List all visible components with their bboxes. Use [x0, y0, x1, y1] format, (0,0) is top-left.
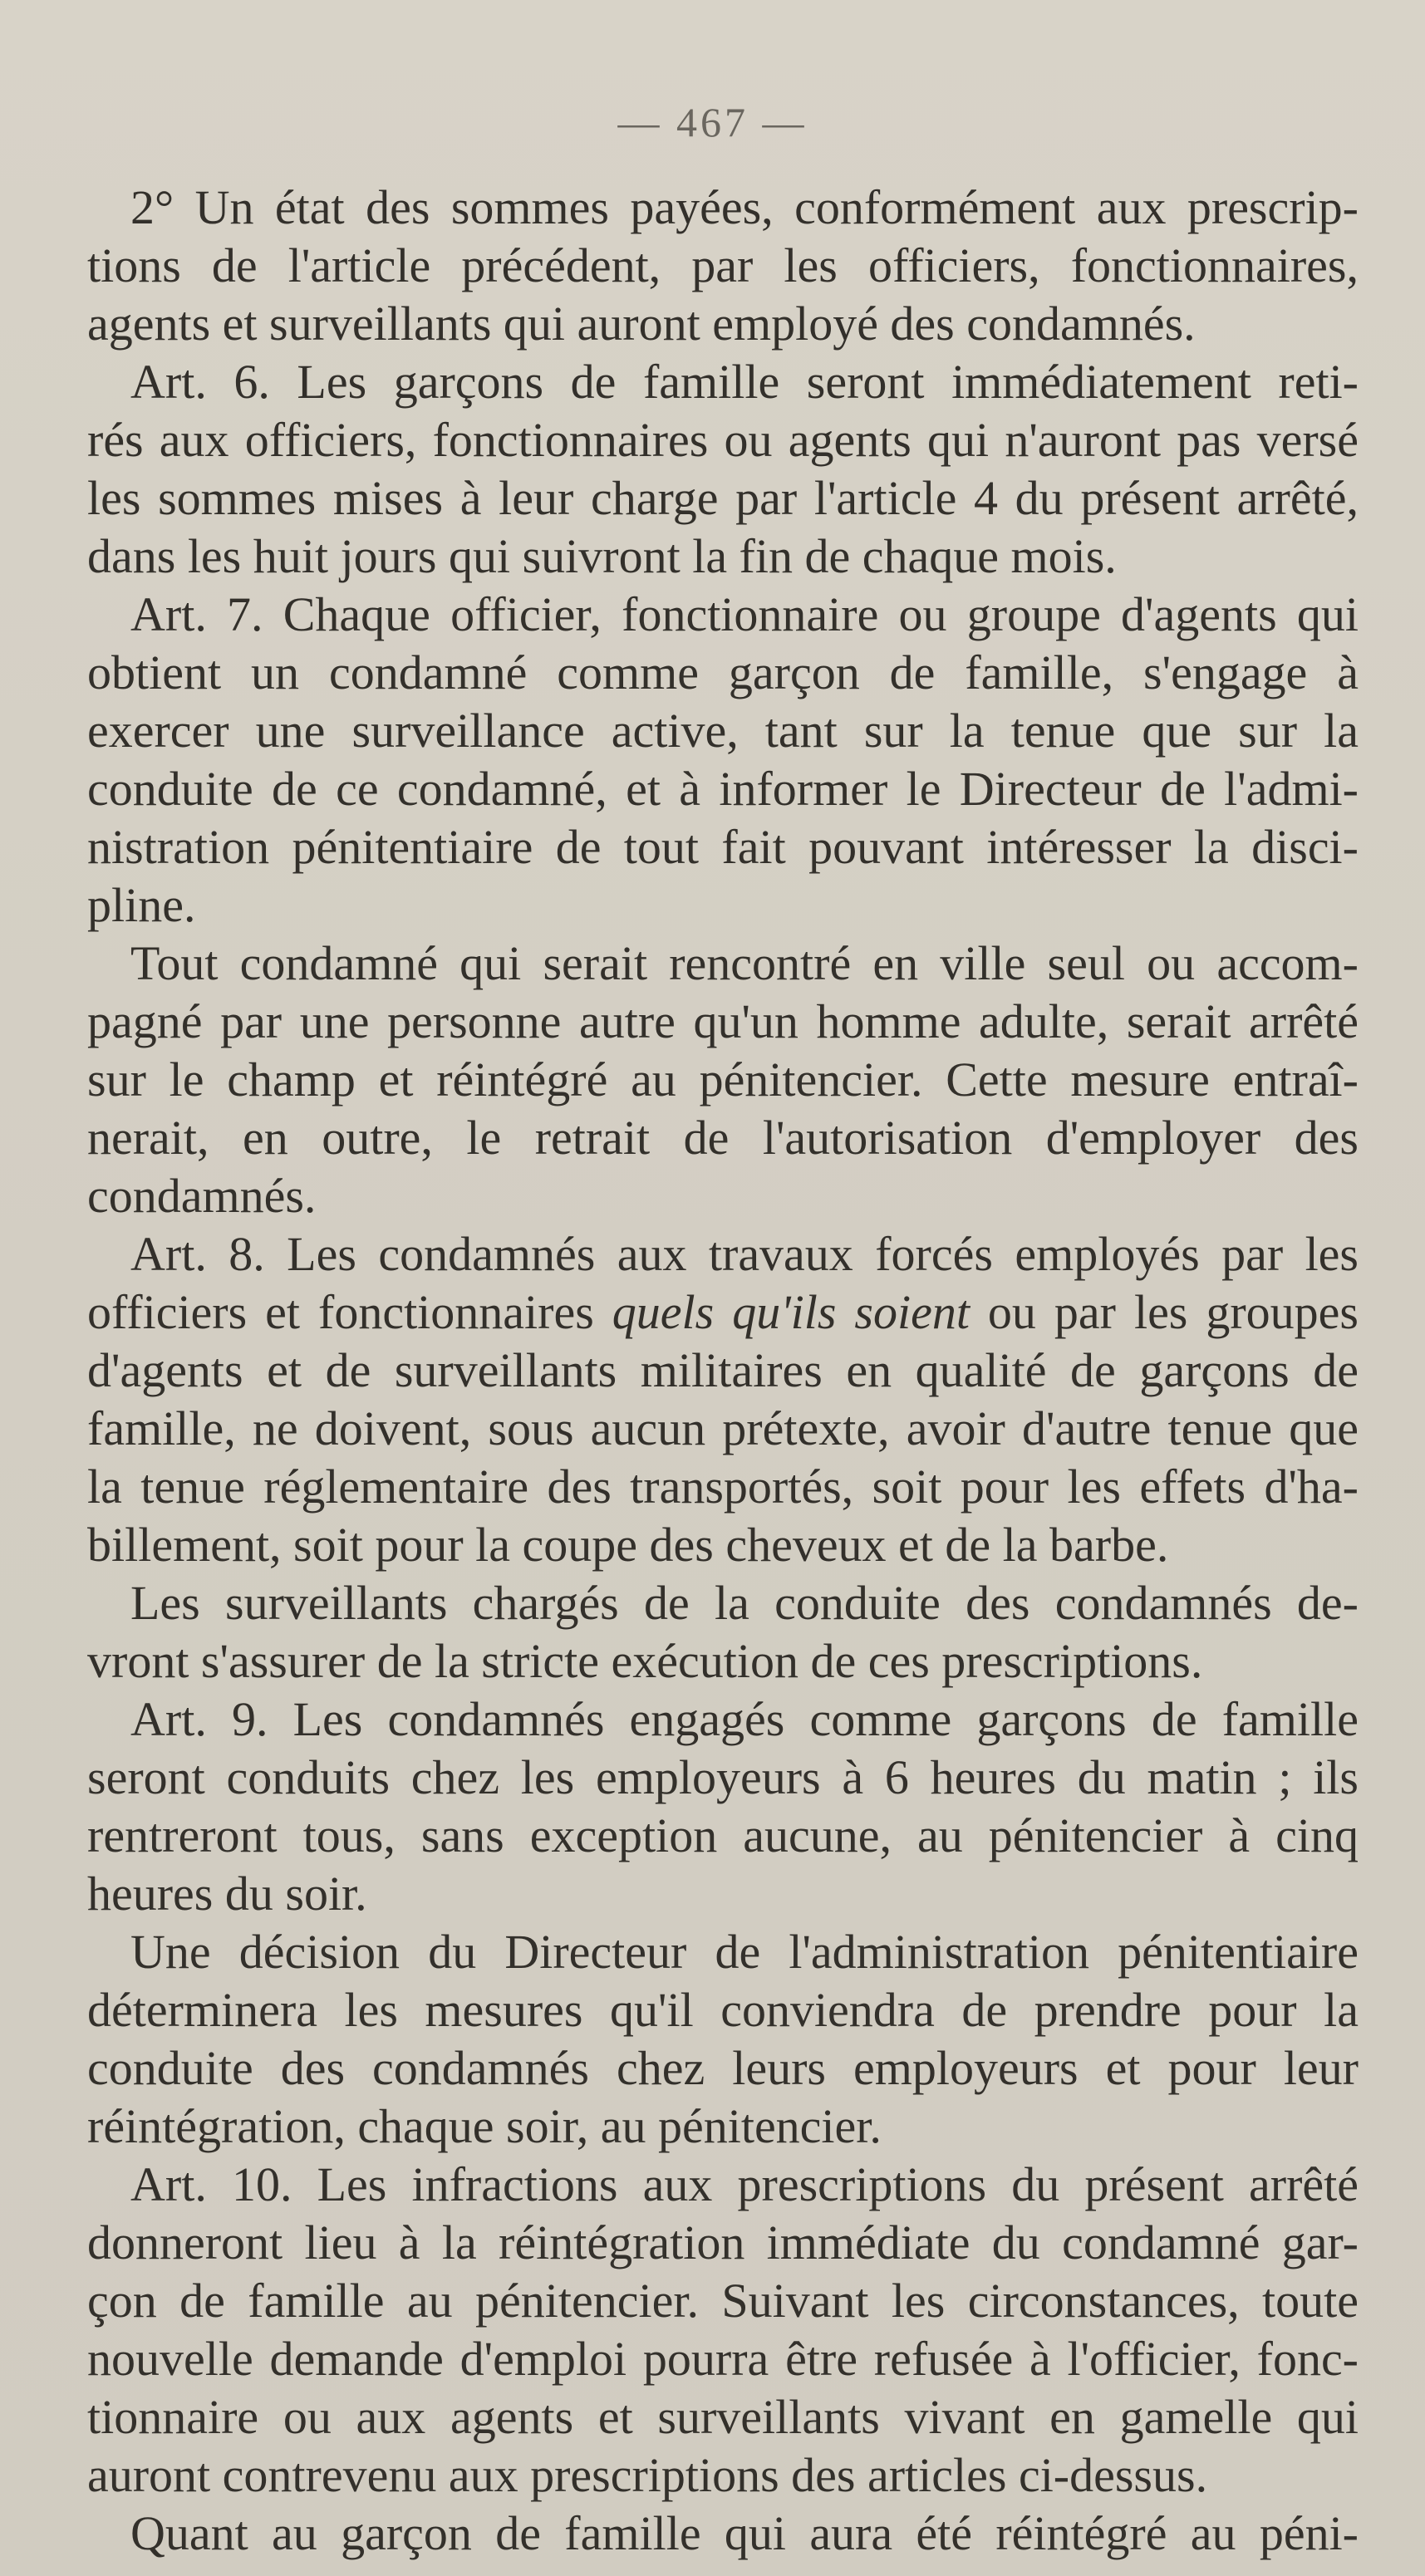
text-line: conduite des condamnés chez leurs employeurs et pour leur — [87, 2041, 1359, 2095]
text-line: pagné par une personne autre qu'un homme adulte, serait arrêté — [87, 994, 1359, 1048]
text-line: condamnés. — [87, 1169, 317, 1223]
text-line: nistration pénitentiaire de tout fait pouvant intéresser la disci- — [87, 820, 1359, 874]
text-line: Art. 8. Les condamnés aux travaux forcés employés par les — [130, 1227, 1359, 1281]
text-line: 2° Un état des sommes payées, conformément aux prescrip- — [130, 180, 1359, 234]
text-line: Tout condamné qui serait rencontré en ville seul ou accom- — [130, 936, 1359, 990]
text-line: dans les huit jours qui suivront la fin de chaque mois. — [87, 529, 1117, 583]
text-line: réintégration, chaque soir, au pénitencier. — [87, 2099, 882, 2153]
text-line: obtient un condamné comme garçon de famille, s'engage à — [87, 645, 1359, 699]
text-line: agents et surveillants qui auront employé des condamnés. — [87, 297, 1196, 351]
text-line: rés aux officiers, fonctionnaires ou agents qui n'auront pas versé — [87, 413, 1359, 467]
text-line: tions de l'article précédent, par les officiers, fonctionnaires, — [87, 238, 1359, 292]
text-line: nouvelle demande d'emploi pourra être refusée à l'officier, fonc- — [87, 2332, 1359, 2386]
body-text — [87, 179, 1359, 2563]
text-line: Art. 9. Les condamnés engagés comme garçons de famille — [130, 1692, 1359, 1746]
text-line: Art. 10. Les infractions aux prescriptions du présent arrêté — [130, 2157, 1359, 2211]
text-line: déterminera les mesures qu'il conviendra de prendre pour la — [87, 1983, 1359, 2037]
text-line: officiers et fonctionnaires quels qu'ils soient ou par les groupes — [87, 1285, 1359, 1339]
page-number: — 467 — — [617, 99, 808, 145]
text-line: nerait, en outre, le retrait de l'autorisation d'employer des — [87, 1111, 1359, 1165]
text-line: donneront lieu à la réintégration immédiate du condamné gar- — [87, 2215, 1359, 2269]
text-line: la tenue réglementaire des transportés, soit pour les effets d'ha- — [87, 1460, 1359, 1514]
text-line: Art. 6. Les garçons de famille seront immédiatement reti- — [130, 355, 1359, 409]
text-line: heures du soir. — [87, 1867, 367, 1921]
text-line: seront conduits chez les employeurs à 6 heures du matin ; ils — [87, 1750, 1359, 1804]
text-line: exercer une surveillance active, tant sur la tenue que sur la — [87, 704, 1359, 758]
text-line: rentreront tous, sans exception aucune, au pénitencier à cinq — [87, 1808, 1359, 1862]
text-line: les sommes mises à leur charge par l'article 4 du présent arrêté, — [87, 471, 1359, 525]
text-line: famille, ne doivent, sous aucun prétexte, avoir d'autre tenue que — [87, 1401, 1359, 1455]
text-line: d'agents et de surveillants militaires en qualité de garçons de — [87, 1343, 1359, 1397]
text-line: vront s'assurer de la stricte exécution de ces prescriptions. — [87, 1634, 1203, 1688]
text-line: Art. 7. Chaque officier, fonctionnaire ou groupe d'agents qui — [130, 587, 1359, 641]
text-line: çon de famille au pénitencier. Suivant les circonstances, toute — [87, 2274, 1359, 2328]
text-line: Une décision du Directeur de l'administration pénitentiaire — [130, 1925, 1359, 1979]
text-line: conduite de ce condamné, et à informer le Directeur de l'admi- — [87, 762, 1359, 816]
text-line: tionnaire ou aux agents et surveillants vivant en gamelle qui — [87, 2390, 1359, 2444]
text-line: Les surveillants chargés de la conduite des condamnés de- — [130, 1576, 1359, 1630]
text-line: pline. — [87, 878, 196, 932]
text-line: Quant au garçon de famille qui aura été réintégré au péni- — [130, 2506, 1359, 2560]
text-line: auront contrevenu aux prescriptions des articles ci-dessus. — [87, 2448, 1208, 2502]
text-line: billement, soit pour la coupe des cheveux et de la barbe. — [87, 1518, 1169, 1572]
text-line: sur le champ et réintégré au pénitencier. Cette mesure entraî- — [87, 1052, 1359, 1106]
